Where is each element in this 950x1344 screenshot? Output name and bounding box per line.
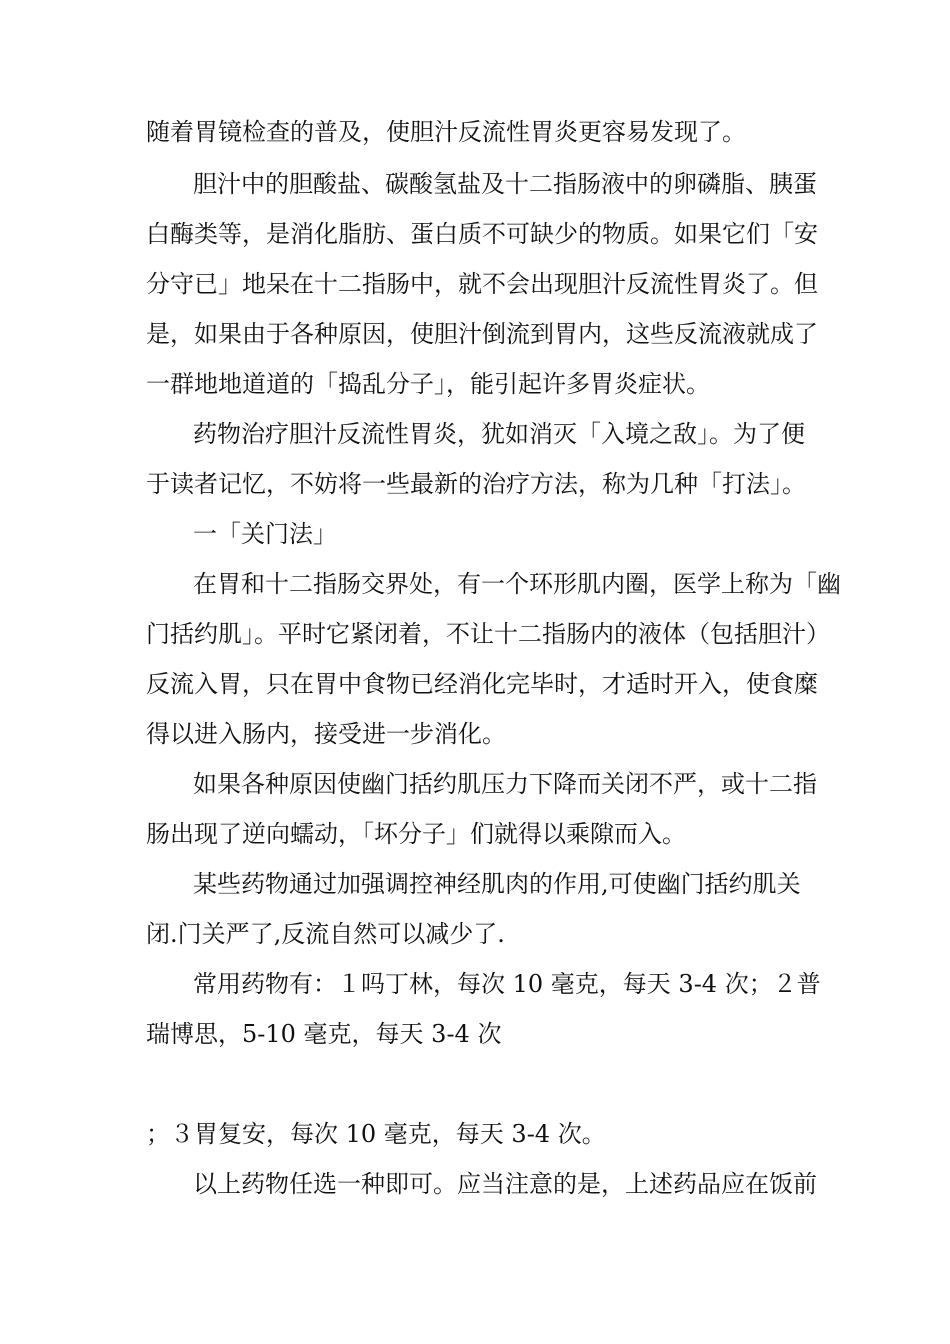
text-line-1: 随着胃镜检查的普及，使胆汁反流性胃炎更容易发现了。 [146,118,746,146]
text-line-3: 白酶类等，是消化脂肪、蛋白质不可缺少的物质。如果它们「安 [146,220,818,248]
text-line-6: 一群地地道道的「捣乱分子」，能引起许多胃炎症状。 [146,370,710,398]
text-line-12: 反流入胃，只在胃中食物已经消化完毕时，才适时开入，使食糜 [146,670,818,698]
text-line-14: 如果各种原因使幽门括约肌压力下降而关闭不严，或十二指 [193,770,817,798]
text-line-2: 胆汁中的胆酸盐、碳酸氢盐及十二指肠液中的卵磷脂、胰蛋 [193,170,817,198]
text-line-13: 得以进入肠内，接受进一步消化。 [146,720,506,748]
text-line-21: 以上药物任选一种即可。应当注意的是，上述药品应在饭前 [193,1170,817,1198]
text-line-7: 药物治疗胆汁反流性胃炎，犹如消灭「入境之敌」。为了便 [193,420,805,448]
text-line-4: 分守已」地呆在十二指肠中，就不会出现胆汁反流性胃炎了。但 [146,270,818,298]
text-line-8: 于读者记忆，不妨将一些最新的治疗方法，称为几种「打法」。 [146,470,806,498]
text-line-15: 肠出现了逆向蠕动，「坏分子」们就得以乘隙而入。 [146,820,686,848]
text-line-20: ；３胃复安，每次 10 毫克，每天 3-4 次。 [146,1120,606,1148]
text-line-19: 瑞博思，5-10 毫克，每天 3-4 次 [146,1020,502,1048]
text-line-5: 是，如果由于各种原因，使胆汁倒流到胃内，这些反流液就成了 [146,320,818,348]
text-line-17: 闭.门关严了,反流自然可以减少了. [146,920,505,948]
text-line-16: 某些药物通过加强调控神经肌肉的作用,可使幽门括约肌关 [193,870,801,898]
text-line-18: 常用药物有：１吗丁林，每次 10 毫克，每天 3-4 次；２普 [193,970,821,998]
text-line-11: 门括约肌」。平时它紧闭着，不让十二指肠内的液体（包括胆汁） [146,620,830,648]
text-line-10: 在胃和十二指肠交界处，有一个环形肌内圈，医学上称为「幽 [193,570,841,598]
section-heading: 一「关门法」 [193,520,337,548]
